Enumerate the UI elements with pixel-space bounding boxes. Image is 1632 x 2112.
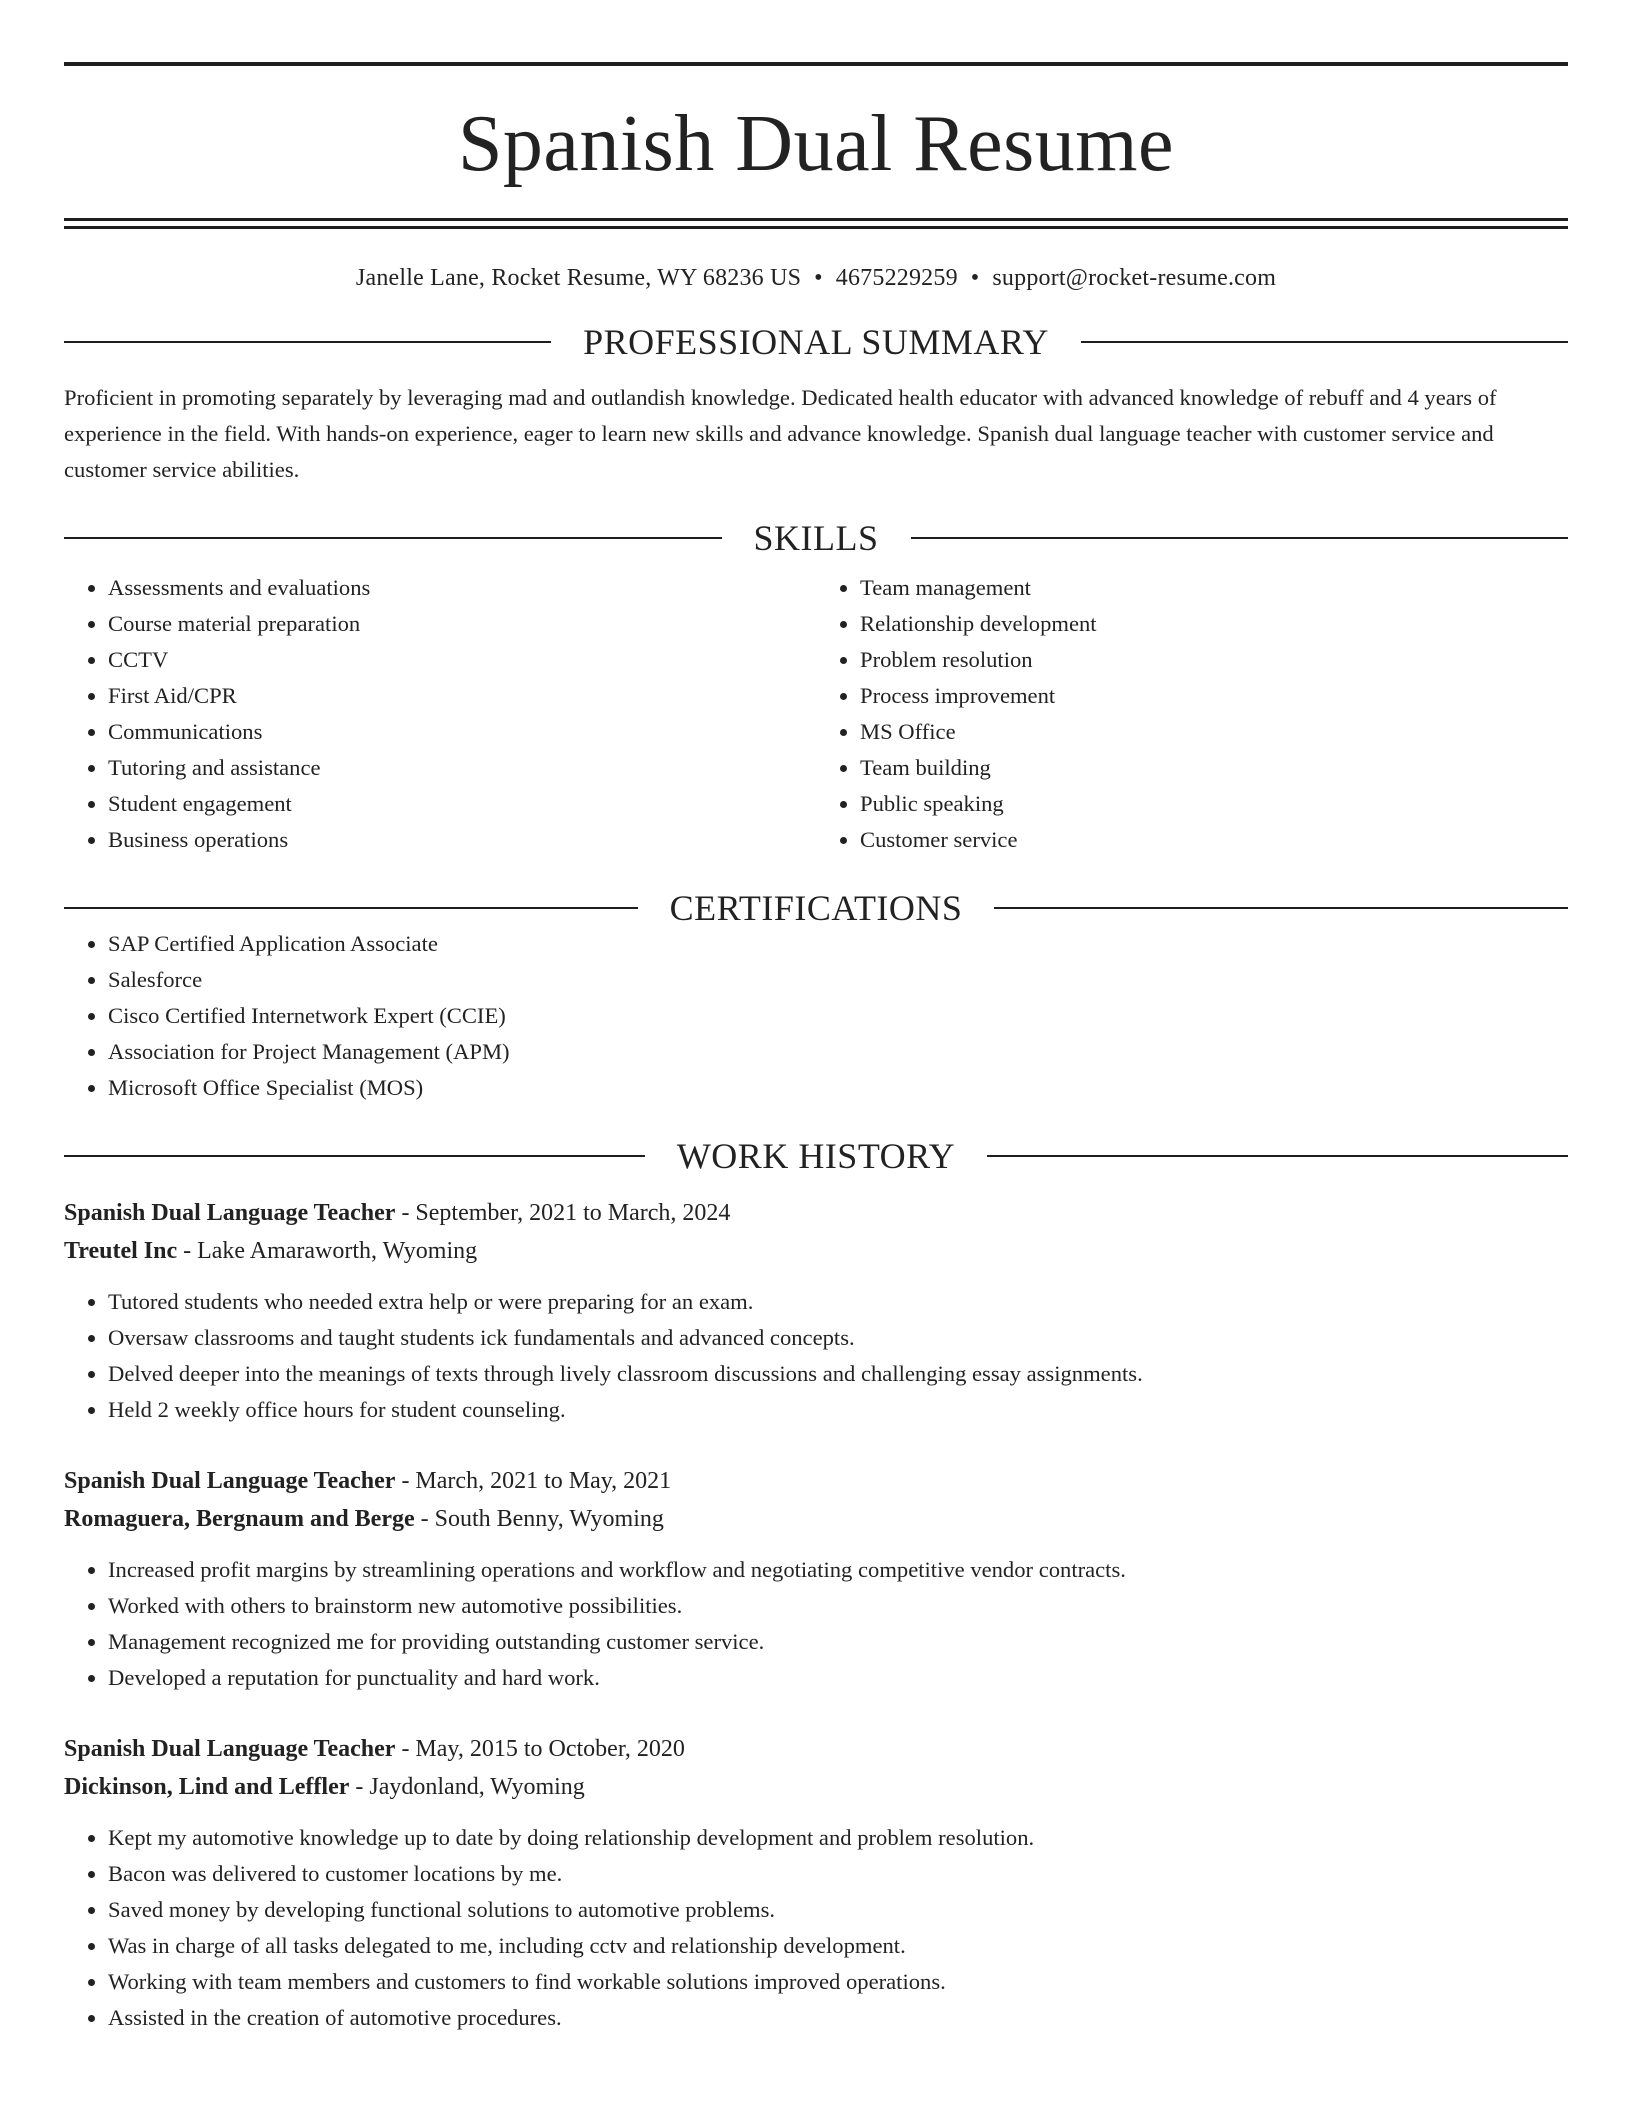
heading-rule-left xyxy=(64,907,638,909)
section-heading-certifications xyxy=(64,890,1568,926)
job-duty: • Was in charge of all tasks delegated to me, including cctv and relationship development. xyxy=(108,1928,1568,1964)
summary-text: Proficient in promoting separately by leveraging mad and outlandish knowledge. Dedicated health educator with advanced knowledge of rebuff and 4 years of experience in the field. With hands-on experience, eager to learn new skills and advance knowledge. Spanish dual language teacher with customer service and customer service abilities. xyxy=(64,385,1497,482)
job-title-line xyxy=(64,1730,1568,1768)
job-duty: • Working with team members and customers to find workable solutions improved operations. xyxy=(108,1964,1568,2000)
skill-item: • Public speaking xyxy=(860,786,1568,822)
skill-item: • Communications xyxy=(108,714,816,750)
job-company-line xyxy=(64,1232,1568,1270)
certifications-list xyxy=(64,926,1568,1106)
skill-item: • Process improvement xyxy=(860,678,1568,714)
job-dates: - May, 2015 to October, 2020 xyxy=(395,1736,685,1762)
job-location: - Lake Amaraworth, Wyoming xyxy=(177,1238,478,1264)
job-duty: • Held 2 weekly office hours for student counseling. xyxy=(108,1392,1568,1428)
job-duty: • Delved deeper into the meanings of texts through lively classroom discussions and challenging essay assignments. xyxy=(108,1356,1568,1392)
job-company: Romaguera, Bergnaum and Berge xyxy=(64,1506,415,1532)
skill-item: • Tutoring and assistance xyxy=(108,750,816,786)
skill-item: • Course material preparation xyxy=(108,606,816,642)
contact-separator: • xyxy=(970,265,980,291)
resume-title: Spanish Dual Resume xyxy=(457,100,1175,188)
skill-item: • MS Office xyxy=(860,714,1568,750)
job-entry xyxy=(64,1462,1568,1696)
job-duty: • Worked with others to brainstorm new automotive possibilities. xyxy=(108,1588,1568,1624)
job-duty: • Saved money by developing functional solutions to automotive problems. xyxy=(108,1892,1568,1928)
job-dates: - September, 2021 to March, 2024 xyxy=(395,1200,731,1226)
certification-item: • Salesforce xyxy=(108,962,1568,998)
heading-rule-left xyxy=(64,341,551,343)
certification-item: • Microsoft Office Specialist (MOS) xyxy=(108,1070,1568,1106)
certification-item: • Cisco Certified Internetwork Expert (CCIE) xyxy=(108,998,1568,1034)
skill-item: • Team management xyxy=(860,570,1568,606)
contact-line xyxy=(64,265,1568,292)
job-duties-list xyxy=(64,1284,1568,1428)
job-title: Spanish Dual Language Teacher xyxy=(64,1468,396,1494)
heading-rule-left xyxy=(64,537,722,539)
job-location: - Jaydonland, Wyoming xyxy=(349,1774,585,1800)
job-company: Treutel Inc xyxy=(64,1238,178,1264)
job-duties-list xyxy=(64,1552,1568,1696)
job-duty: • Developed a reputation for punctuality and hard work. xyxy=(108,1660,1568,1696)
skill-item: • Relationship development xyxy=(860,606,1568,642)
job-duty: • Oversaw classrooms and taught students ick fundamentals and advanced concepts. xyxy=(108,1320,1568,1356)
job-duty: • Increased profit margins by streamlining operations and workflow and negotiating competitive vendor contracts. xyxy=(108,1552,1568,1588)
section-heading-work-history xyxy=(64,1138,1568,1174)
job-company: Dickinson, Lind and Leffler xyxy=(64,1774,350,1800)
skill-item: • Customer service xyxy=(860,822,1568,858)
heading-rule-right xyxy=(987,1155,1568,1157)
job-duty: • Tutored students who needed extra help or were preparing for an exam. xyxy=(108,1284,1568,1320)
job-title: Spanish Dual Language Teacher xyxy=(64,1736,396,1762)
skill-item: • First Aid/CPR xyxy=(108,678,816,714)
job-title-line xyxy=(64,1194,1568,1232)
certification-item: • SAP Certified Application Associate xyxy=(108,926,1568,962)
contact-separator: • xyxy=(814,265,823,291)
heading-rule-right xyxy=(1081,341,1568,343)
title-double-rule xyxy=(64,218,1568,229)
skill-item: • Problem resolution xyxy=(860,642,1568,678)
skill-item: • CCTV xyxy=(108,642,816,678)
skill-item: • Student engagement xyxy=(108,786,816,822)
section-heading-label: SKILLS xyxy=(753,518,879,558)
section-heading-skills xyxy=(64,520,1568,556)
job-title-line xyxy=(64,1462,1568,1500)
job-location: - South Benny, Wyoming xyxy=(414,1506,664,1532)
job-entry xyxy=(64,1730,1568,2036)
heading-rule-left xyxy=(64,1155,645,1157)
skills-column-right xyxy=(816,570,1568,858)
skills-list-left xyxy=(64,570,816,858)
contact-email: support@rocket-resume.com xyxy=(992,265,1277,291)
contact-phone: 4675229259 xyxy=(835,265,958,291)
certification-item: • Association for Project Management (APM) xyxy=(108,1034,1568,1070)
job-dates: - March, 2021 to May, 2021 xyxy=(395,1468,672,1494)
job-duties-list xyxy=(64,1820,1568,2036)
skills-columns xyxy=(64,570,1568,858)
job-entry xyxy=(64,1194,1568,1428)
contact-address: Janelle Lane, Rocket Resume, WY 68236 US xyxy=(355,265,802,291)
section-heading-label: WORK HISTORY xyxy=(676,1136,956,1176)
job-company-line xyxy=(64,1500,1568,1538)
section-heading-label: CERTIFICATIONS xyxy=(669,888,963,928)
skill-item: • Assessments and evaluations xyxy=(108,570,816,606)
skill-item: • Business operations xyxy=(108,822,816,858)
job-duty: • Assisted in the creation of automotive procedures. xyxy=(108,2000,1568,2036)
heading-rule-right xyxy=(911,537,1569,539)
skill-item: • Team building xyxy=(860,750,1568,786)
resume-page xyxy=(64,0,1568,2036)
skills-list-right xyxy=(816,570,1568,858)
skills-column-left xyxy=(64,570,816,858)
job-title: Spanish Dual Language Teacher xyxy=(64,1200,396,1226)
job-duty: • Bacon was delivered to customer locations by me. xyxy=(108,1856,1568,1892)
section-heading-summary xyxy=(64,324,1568,360)
section-heading-label: PROFESSIONAL SUMMARY xyxy=(583,322,1049,362)
job-company-line xyxy=(64,1768,1568,1806)
heading-rule-right xyxy=(994,907,1568,909)
job-duty: • Kept my automotive knowledge up to date by doing relationship development and problem resolution. xyxy=(108,1820,1568,1856)
job-duty: • Management recognized me for providing outstanding customer service. xyxy=(108,1624,1568,1660)
